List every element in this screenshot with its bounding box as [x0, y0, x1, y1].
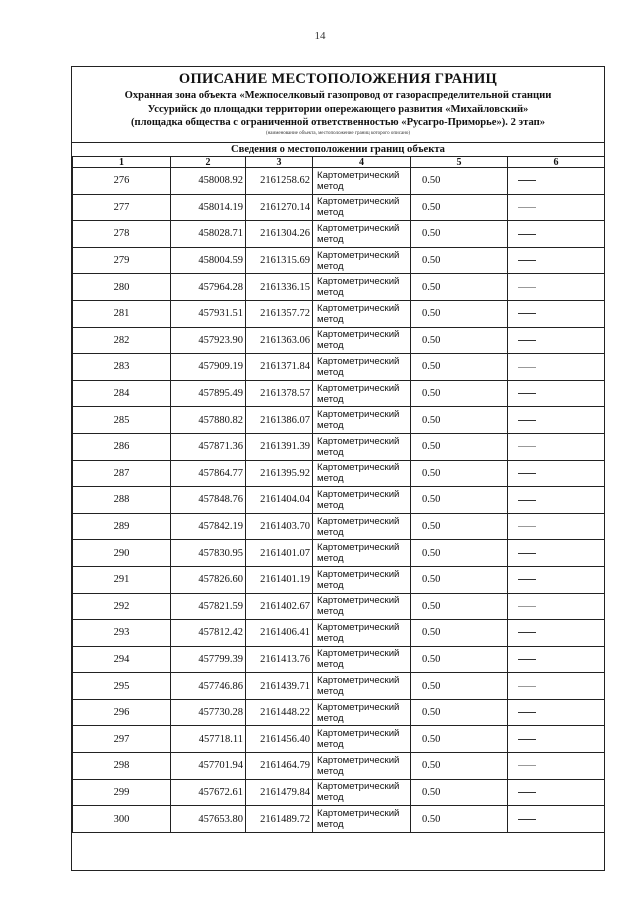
- coordinate-y-cell: 2161464.79: [246, 753, 313, 780]
- subtitle-line: (площадка общества с ограниченной ответственностью «Русагро-Приморье»). 2 этап»: [130, 117, 546, 128]
- coordinate-y-cell: 2161386.07: [246, 407, 313, 434]
- document-subtitle: [72, 89, 604, 130]
- point-number-cell: 283: [73, 354, 171, 381]
- description-cell: [508, 806, 605, 833]
- description-cell: [508, 487, 605, 514]
- page-number: 14: [314, 30, 326, 42]
- table-row: [73, 593, 605, 620]
- accuracy-cell: 0.50: [411, 673, 508, 700]
- point-number-cell: 293: [73, 620, 171, 647]
- coordinate-x-cell: 457718.11: [171, 726, 246, 753]
- coordinate-y-cell: 2161336.15: [246, 274, 313, 301]
- method-cell: Картометрический метод: [313, 407, 411, 434]
- coordinate-y-cell: 2161456.40: [246, 726, 313, 753]
- table-row: [73, 487, 605, 514]
- point-number-cell: 300: [73, 806, 171, 833]
- method-cell: Картометрический метод: [313, 779, 411, 806]
- method-cell: Картометрический метод: [313, 327, 411, 354]
- accuracy-cell: 0.50: [411, 194, 508, 221]
- coordinate-x-cell: 457812.42: [171, 620, 246, 647]
- table-row: [73, 168, 605, 195]
- description-cell: [508, 168, 605, 195]
- coordinate-x-cell: 457909.19: [171, 354, 246, 381]
- accuracy-cell: 0.50: [411, 566, 508, 593]
- accuracy-cell: 0.50: [411, 540, 508, 567]
- empty-dash-mark: [518, 340, 536, 341]
- table-row: [73, 620, 605, 647]
- description-cell: [508, 274, 605, 301]
- empty-dash-mark: [518, 526, 536, 527]
- accuracy-cell: 0.50: [411, 407, 508, 434]
- coordinate-x-cell: 457821.59: [171, 593, 246, 620]
- table-row: [73, 247, 605, 274]
- coordinate-y-cell: 2161489.72: [246, 806, 313, 833]
- point-number-cell: 281: [73, 300, 171, 327]
- point-number-cell: 297: [73, 726, 171, 753]
- empty-dash-mark: [518, 686, 536, 687]
- description-cell: [508, 300, 605, 327]
- accuracy-cell: 0.50: [411, 221, 508, 248]
- coordinate-x-cell: 457826.60: [171, 566, 246, 593]
- point-number-cell: 279: [73, 247, 171, 274]
- coordinate-x-cell: 457730.28: [171, 699, 246, 726]
- method-cell: Картометрический метод: [313, 433, 411, 460]
- table-row: [73, 407, 605, 434]
- column-header: 2: [171, 157, 246, 168]
- method-cell: Картометрический метод: [313, 540, 411, 567]
- table-row: [73, 779, 605, 806]
- method-cell: Картометрический метод: [313, 593, 411, 620]
- coordinate-y-cell: 2161378.57: [246, 380, 313, 407]
- point-number-cell: 277: [73, 194, 171, 221]
- coordinate-x-cell: 458028.71: [171, 221, 246, 248]
- coordinate-x-cell: 457701.94: [171, 753, 246, 780]
- title-block: [72, 67, 604, 137]
- description-cell: [508, 380, 605, 407]
- method-cell: Картометрический метод: [313, 513, 411, 540]
- description-cell: [508, 726, 605, 753]
- description-cell: [508, 620, 605, 647]
- method-cell: Картометрический метод: [313, 566, 411, 593]
- column-header: 3: [246, 157, 313, 168]
- point-number-cell: 295: [73, 673, 171, 700]
- table-row: [73, 327, 605, 354]
- method-cell: Картометрический метод: [313, 168, 411, 195]
- table-row: [73, 540, 605, 567]
- empty-dash-mark: [518, 393, 536, 394]
- point-number-cell: 282: [73, 327, 171, 354]
- description-cell: [508, 673, 605, 700]
- coordinate-x-cell: 457864.77: [171, 460, 246, 487]
- coordinate-x-cell: 457880.82: [171, 407, 246, 434]
- description-cell: [508, 221, 605, 248]
- coordinate-x-cell: 457799.39: [171, 646, 246, 673]
- description-cell: [508, 327, 605, 354]
- table-row: [73, 194, 605, 221]
- empty-dash-mark: [518, 712, 536, 713]
- empty-dash-mark: [518, 500, 536, 501]
- point-number-cell: 284: [73, 380, 171, 407]
- empty-dash-mark: [518, 287, 536, 288]
- table-header-row: [73, 157, 605, 168]
- accuracy-cell: 0.50: [411, 460, 508, 487]
- accuracy-cell: 0.50: [411, 380, 508, 407]
- empty-dash-mark: [518, 606, 536, 607]
- accuracy-cell: 0.50: [411, 806, 508, 833]
- method-cell: Картометрический метод: [313, 487, 411, 514]
- accuracy-cell: 0.50: [411, 699, 508, 726]
- coordinate-y-cell: 2161401.07: [246, 540, 313, 567]
- empty-dash-mark: [518, 579, 536, 580]
- coordinate-x-cell: 457931.51: [171, 300, 246, 327]
- coordinate-x-cell: 457871.36: [171, 433, 246, 460]
- point-number-cell: 291: [73, 566, 171, 593]
- accuracy-cell: 0.50: [411, 513, 508, 540]
- description-cell: [508, 513, 605, 540]
- coordinate-x-cell: 457830.95: [171, 540, 246, 567]
- coordinate-y-cell: 2161439.71: [246, 673, 313, 700]
- coordinate-y-cell: 2161402.67: [246, 593, 313, 620]
- point-number-cell: 276: [73, 168, 171, 195]
- table-row: [73, 726, 605, 753]
- method-cell: Картометрический метод: [313, 274, 411, 301]
- accuracy-cell: 0.50: [411, 300, 508, 327]
- table-row: [73, 753, 605, 780]
- method-cell: Картометрический метод: [313, 221, 411, 248]
- coordinate-y-cell: 2161406.41: [246, 620, 313, 647]
- table-row: [73, 806, 605, 833]
- column-header: 4: [313, 157, 411, 168]
- method-cell: Картометрический метод: [313, 726, 411, 753]
- empty-dash-mark: [518, 659, 536, 660]
- description-cell: [508, 566, 605, 593]
- table-row: [73, 646, 605, 673]
- description-cell: [508, 247, 605, 274]
- accuracy-cell: 0.50: [411, 779, 508, 806]
- boundary-table: [72, 156, 605, 833]
- empty-dash-mark: [518, 313, 536, 314]
- description-cell: [508, 433, 605, 460]
- point-number-cell: 286: [73, 433, 171, 460]
- point-number-cell: 285: [73, 407, 171, 434]
- empty-dash-mark: [518, 473, 536, 474]
- accuracy-cell: 0.50: [411, 274, 508, 301]
- table-row: [73, 433, 605, 460]
- coordinate-y-cell: 2161448.22: [246, 699, 313, 726]
- point-number-cell: 280: [73, 274, 171, 301]
- description-cell: [508, 460, 605, 487]
- accuracy-cell: 0.50: [411, 433, 508, 460]
- empty-dash-mark: [518, 420, 536, 421]
- description-cell: [508, 753, 605, 780]
- document-title: ОПИСАНИЕ МЕСТОПОЛОЖЕНИЯ ГРАНИЦ: [178, 71, 498, 87]
- coordinate-x-cell: 458004.59: [171, 247, 246, 274]
- subtitle-line: Охранная зона объекта «Межпоселковый газопровод от газораспределительной станции: [124, 90, 552, 101]
- method-cell: Картометрический метод: [313, 300, 411, 327]
- method-cell: Картометрический метод: [313, 380, 411, 407]
- subtitle-note: (наименование объекта, местоположение границ которого описано): [265, 130, 411, 136]
- coordinate-y-cell: 2161404.04: [246, 487, 313, 514]
- empty-dash-mark: [518, 739, 536, 740]
- method-cell: Картометрический метод: [313, 673, 411, 700]
- table-row: [73, 221, 605, 248]
- coordinate-x-cell: 457653.80: [171, 806, 246, 833]
- table-row: [73, 274, 605, 301]
- coordinate-y-cell: 2161304.26: [246, 221, 313, 248]
- accuracy-cell: 0.50: [411, 646, 508, 673]
- subtitle-line: Уссурийск до площадки территории опережающего развития «Михайловский»: [147, 103, 529, 115]
- table-body: [73, 168, 605, 833]
- point-number-cell: 287: [73, 460, 171, 487]
- table-row: [73, 460, 605, 487]
- table-row: [73, 354, 605, 381]
- empty-dash-mark: [518, 234, 536, 235]
- description-cell: [508, 407, 605, 434]
- column-header: 6: [508, 157, 605, 168]
- description-cell: [508, 540, 605, 567]
- table-row: [73, 513, 605, 540]
- description-cell: [508, 646, 605, 673]
- method-cell: Картометрический метод: [313, 806, 411, 833]
- accuracy-cell: 0.50: [411, 753, 508, 780]
- coordinate-x-cell: 457842.19: [171, 513, 246, 540]
- description-cell: [508, 194, 605, 221]
- point-number-cell: 296: [73, 699, 171, 726]
- point-number-cell: 288: [73, 487, 171, 514]
- method-cell: Картометрический метод: [313, 699, 411, 726]
- accuracy-cell: 0.50: [411, 593, 508, 620]
- table-row: [73, 380, 605, 407]
- empty-dash-mark: [518, 819, 536, 820]
- column-header: 5: [411, 157, 508, 168]
- coordinate-x-cell: 458008.92: [171, 168, 246, 195]
- coordinate-y-cell: 2161395.92: [246, 460, 313, 487]
- description-cell: [508, 354, 605, 381]
- empty-dash-mark: [518, 792, 536, 793]
- table-row: [73, 699, 605, 726]
- method-cell: Картометрический метод: [313, 354, 411, 381]
- empty-dash-mark: [518, 260, 536, 261]
- coordinate-y-cell: 2161315.69: [246, 247, 313, 274]
- point-number-cell: 294: [73, 646, 171, 673]
- description-cell: [508, 779, 605, 806]
- coordinate-x-cell: 457746.86: [171, 673, 246, 700]
- empty-dash-mark: [518, 180, 536, 181]
- coordinate-y-cell: 2161270.14: [246, 194, 313, 221]
- method-cell: Картометрический метод: [313, 646, 411, 673]
- table-row: [73, 566, 605, 593]
- accuracy-cell: 0.50: [411, 487, 508, 514]
- coordinate-y-cell: 2161258.62: [246, 168, 313, 195]
- point-number-cell: 298: [73, 753, 171, 780]
- coordinate-y-cell: 2161357.72: [246, 300, 313, 327]
- coordinate-y-cell: 2161403.70: [246, 513, 313, 540]
- point-number-cell: 299: [73, 779, 171, 806]
- coordinate-x-cell: 457964.28: [171, 274, 246, 301]
- accuracy-cell: 0.50: [411, 168, 508, 195]
- description-cell: [508, 593, 605, 620]
- document-frame: [71, 66, 605, 871]
- accuracy-cell: 0.50: [411, 327, 508, 354]
- empty-dash-mark: [518, 553, 536, 554]
- empty-dash-mark: [518, 207, 536, 208]
- description-cell: [508, 699, 605, 726]
- method-cell: Картометрический метод: [313, 620, 411, 647]
- empty-dash-mark: [518, 367, 536, 368]
- accuracy-cell: 0.50: [411, 726, 508, 753]
- accuracy-cell: 0.50: [411, 247, 508, 274]
- coordinate-y-cell: 2161363.06: [246, 327, 313, 354]
- method-cell: Картометрический метод: [313, 753, 411, 780]
- coordinate-x-cell: 458014.19: [171, 194, 246, 221]
- method-cell: Картометрический метод: [313, 194, 411, 221]
- point-number-cell: 290: [73, 540, 171, 567]
- empty-dash-mark: [518, 632, 536, 633]
- coordinate-x-cell: 457923.90: [171, 327, 246, 354]
- empty-dash-mark: [518, 446, 536, 447]
- coordinate-x-cell: 457848.76: [171, 487, 246, 514]
- coordinate-y-cell: 2161371.84: [246, 354, 313, 381]
- accuracy-cell: 0.50: [411, 354, 508, 381]
- coordinate-y-cell: 2161401.19: [246, 566, 313, 593]
- column-header: 1: [73, 157, 171, 168]
- table-row: [73, 300, 605, 327]
- coordinate-x-cell: 457895.49: [171, 380, 246, 407]
- method-cell: Картометрический метод: [313, 247, 411, 274]
- point-number-cell: 292: [73, 593, 171, 620]
- table-row: [73, 673, 605, 700]
- coordinate-y-cell: 2161413.76: [246, 646, 313, 673]
- coordinate-y-cell: 2161479.84: [246, 779, 313, 806]
- point-number-cell: 278: [73, 221, 171, 248]
- coordinate-x-cell: 457672.61: [171, 779, 246, 806]
- method-cell: Картометрический метод: [313, 460, 411, 487]
- empty-dash-mark: [518, 765, 536, 766]
- accuracy-cell: 0.50: [411, 620, 508, 647]
- point-number-cell: 289: [73, 513, 171, 540]
- section-title: Сведения о местоположении границ объекта: [72, 142, 604, 157]
- coordinate-y-cell: 2161391.39: [246, 433, 313, 460]
